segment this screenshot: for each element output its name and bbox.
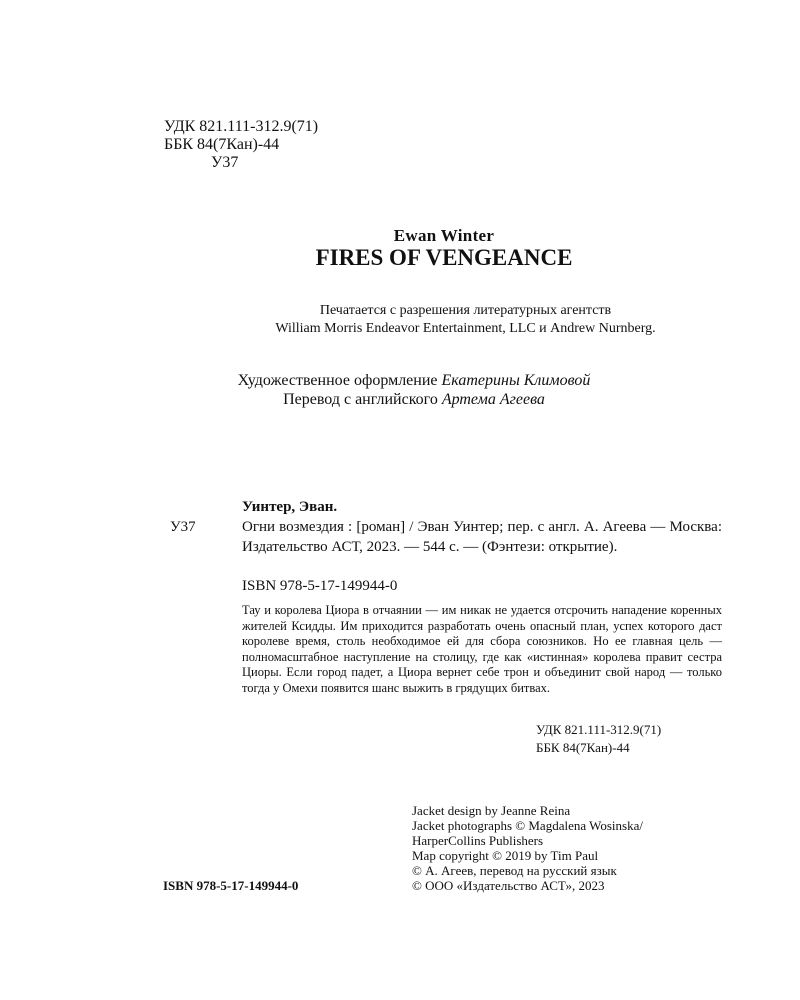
catalog-heading: Уинтер, Эван. <box>242 499 338 515</box>
credits <box>0 371 800 409</box>
jacket-design-credit: Jacket design by Jeanne Reina <box>412 803 571 818</box>
annotation: Тау и королева Циора в отчаянии — им никак не удается отсрочить нападение коренных жителей Ксидды. Им приходится разработать очень опасный план, успех которого даст королеве время, столь необходимое ей для сбора союзников. Но ее главная цель — полномасштабное наступление на столицу, где как «истинная» королева правит сестра Циоры. Если город падет, а Циора вернет себе трон и объединит свой народ — только тогда у Омехи появится шанс выжить в грядущих битвах. <box>242 603 722 695</box>
translation-credit-prefix: Перевод с английского <box>283 391 438 408</box>
catalog-isbn: ISBN 978-5-17-149944-0 <box>242 578 398 594</box>
catalog-author-mark: У37 <box>170 519 196 535</box>
publisher-copyright: © ООО «Издательство АСТ», 2023 <box>412 878 605 893</box>
translation-credit-name: Артема Агеева <box>441 391 545 408</box>
translation-copyright: © А. Агеев, перевод на русский язык <box>412 863 617 878</box>
copyright-notices <box>412 803 643 893</box>
udk-block <box>164 118 318 172</box>
design-credit <box>0 371 800 390</box>
rights-notice <box>0 302 800 338</box>
jacket-photo-publisher: HarperCollins Publishers <box>412 833 544 848</box>
udk-code: УДК 821.111-312.9(71) <box>164 118 319 135</box>
rights-line-2: William Morris Endeavor Entertainment, LLC и Andrew Nurnberg. <box>275 321 656 336</box>
book-title: FIRES OF VENGEANCE <box>315 245 573 270</box>
design-credit-name: Екатерины Климовой <box>441 372 591 389</box>
book-author: Ewan Winter <box>393 226 495 245</box>
translation-credit <box>0 390 800 409</box>
isbn-footer: ISBN 978-5-17-149944-0 <box>163 878 299 893</box>
catalog-index <box>536 721 661 757</box>
catalog-index-bbk: ББК 84(7Кан)-44 <box>536 740 630 755</box>
jacket-photo-credit: Jacket photographs © Magdalena Wosinska/ <box>412 818 643 833</box>
map-copyright: Map copyright © 2019 by Tim Paul <box>412 848 599 863</box>
catalog-description: Огни возмездия : [роман] / Эван Уинтер; пер. с англ. А. Агеева — Москва: Издательство АСТ, 2023. — 544 с. — (Фэнтези: открытие). <box>242 519 722 555</box>
author-mark: У37 <box>211 154 239 171</box>
rights-line-1: Печатается с разрешения литературных агентств <box>319 303 612 318</box>
design-credit-prefix: Художественное оформление <box>237 372 438 389</box>
catalog-index-udk: УДК 821.111-312.9(71) <box>536 722 662 737</box>
bbk-code: ББК 84(7Кан)-44 <box>164 136 280 153</box>
